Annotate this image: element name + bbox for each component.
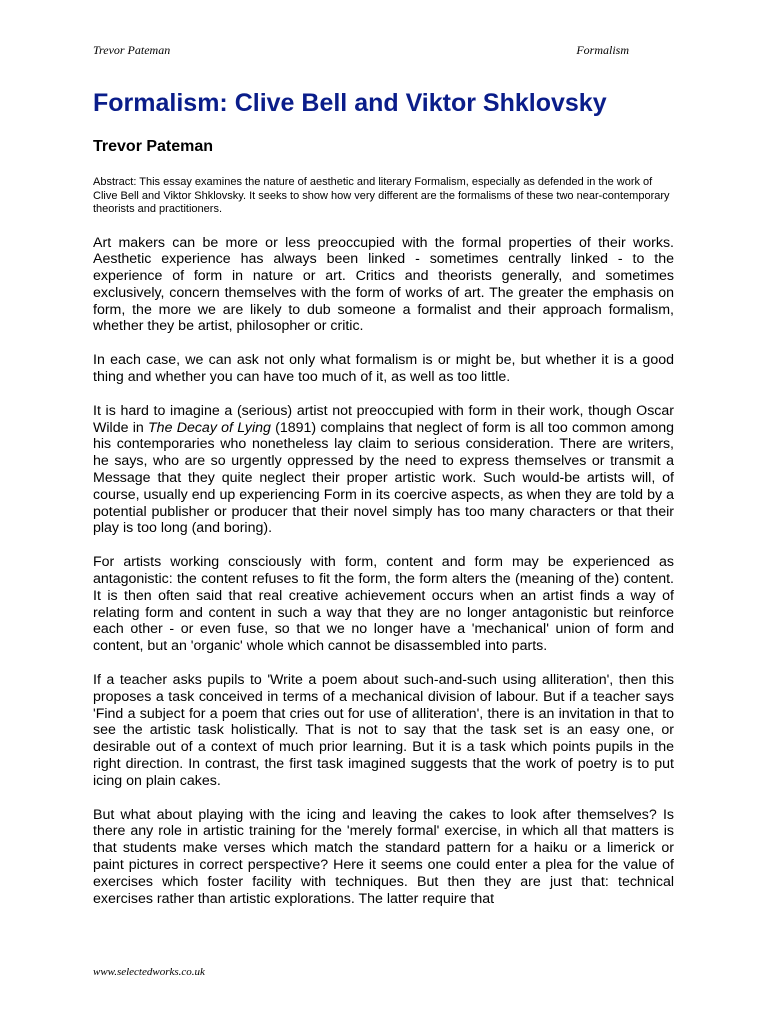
document-author: Trevor Pateman: [93, 138, 214, 155]
paragraph-4: For artists working consciously with form, content and form may be experienced as antagonistic: the content refuses to fit the form, the form alters the (meaning of the) content. It is then often said that real creative achievement occurs when an artist finds a way of relating form and content in such a way that they are no longer antagonistic but reinforce each other - or even fuse, so that we no longer have a 'mechanical' union of form and content, but an 'organic' whole which cannot be disassembled into parts.: [93, 554, 674, 655]
book-title-decay-of-lying: The Decay of Lying: [148, 419, 271, 436]
footer-url: www.selectedworks.co.uk: [93, 966, 205, 978]
paragraph-6: But what about playing with the icing and leaving the cakes to look after themselves? Is there any role in artistic training for the 'merely formal' exercise, in which all that matters is that students make verses which match the standard pattern for a haiku or a limerick or paint pictures in correct perspective? Here it seems one could enter a plea for the value of exercises which foster facility with techniques. But then they are just that: technical exercises rather than artistic explorations. The latter require that: [93, 806, 674, 907]
paragraph-3-text-start: It is hard to imagine a (serious) artist not preoccupied with form in their work, though Oscar Wilde in: [93, 402, 674, 436]
paragraph-2: In each case, we can ask not only what formalism is or might be, but whether it is a good thing and whether you can have too much of it, as well as too little.: [93, 352, 674, 386]
abstract: Abstract: This essay examines the nature of aesthetic and literary Formalism, especially as defended in the work of Clive Bell and Viktor Shklovsky. It seeks to show how very different are the formalisms of these two near-contemporary theorists and practitioners.: [93, 176, 670, 215]
document-title: Formalism: Clive Bell and Viktor Shklovsky: [93, 89, 607, 117]
document-body: [93, 86, 674, 907]
paragraph-1: Art makers can be more or less preoccupied with the formal properties of their works. Aesthetic experience has always been linked - sometimes centrally linked - to the experience of form in nature or art. Critics and theorists generally, and sometimes exclusively, concern themselves with the form of works of art. The greater the emphasis on form, the more we are likely to dub someone a formalist and their approach formalism, whether they be artist, philosopher or critic.: [93, 234, 674, 335]
paragraph-3: [93, 403, 674, 537]
header-section: Formalism: [576, 43, 629, 57]
header-author: Trevor Pateman: [93, 43, 171, 57]
paragraph-3-text-end: (1891) complains that neglect of form is all too common among his contemporaries who nonetheless lay claim to serious consideration. There are writers, he says, who are so urgently oppressed by the need to express themselves or transmit a Message that they quite neglect their proper artistic work. Such would-be artists will, of course, usually end up experiencing Form in its coercive aspects, as when they are told by a potential publisher or producer that their novel simply has too many characters or that their play is too long (and boring).: [93, 419, 675, 537]
body-text: [93, 235, 674, 908]
paragraph-5: If a teacher asks pupils to 'Write a poem about such-and-such using alliteration', then this proposes a task conceived in terms of a mechanical division of labour. But if a teacher says 'Find a subject for a poem that cries out for use of alliteration', there is an invitation in that to see the artistic task holistically. That is not to say that the task set is an easy one, or desirable out of a context of much prior learning. But it is a task which points pupils in the right direction. In contrast, the first task imagined suggests that the work of poetry is to put icing on plain cakes.: [93, 672, 674, 789]
running-header: [93, 43, 629, 59]
